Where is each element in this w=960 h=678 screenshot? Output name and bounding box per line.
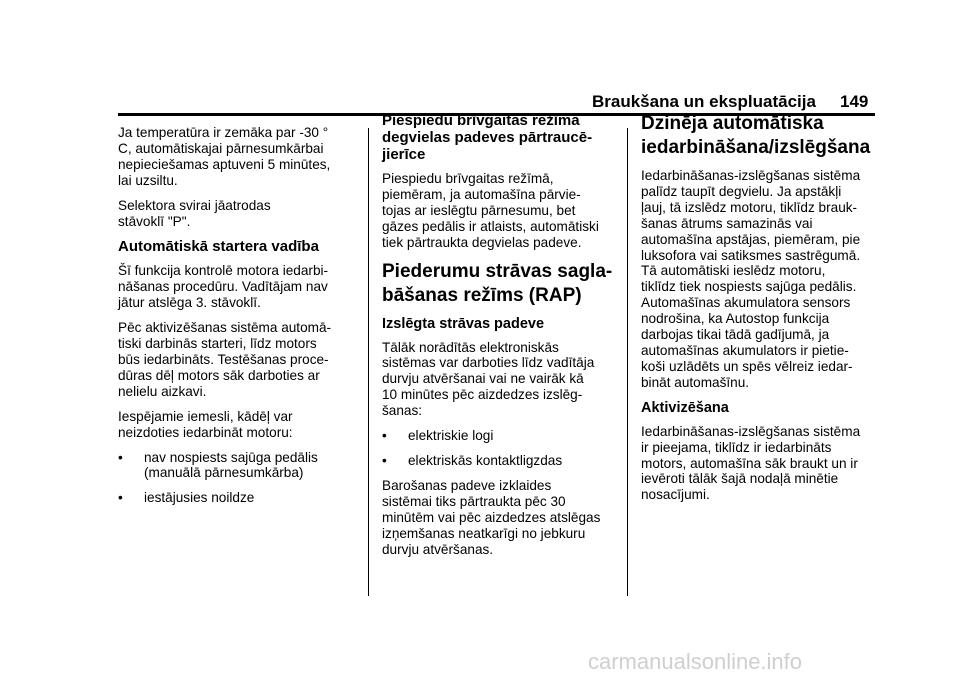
column-1 [118, 125, 362, 515]
chapter-heading: Piederumu strāvas sagla- bāšanas režīms (RAP) [382, 260, 613, 306]
paragraph: Barošanas padeve izklaides sistēmai tiks pārtraukta pēc 30 minūtēm vai pēc aizdedzes atslēgas izņemšanas neatkarīgi no jebkuru durvju atvēršanas. [382, 477, 601, 557]
chapter-heading: Dzinēja automātiska iedarbināšana/izslēgšana [641, 113, 871, 158]
subsection-heading: Izslēgta strāvas padeve [382, 315, 545, 332]
paragraph: Selektora svirai jāatrodas stāvoklī "P". [118, 197, 271, 229]
column-3 [641, 106, 881, 512]
list-item-text: elektriskās kontaktligzdas [408, 452, 563, 468]
paragraph: Iedarbināšanas-izslēgšanas sistēma ir pieejama, tiklīdz ir iedarbināts motors, automašīna sāk braukt un ir ievēroti tālāk šajā nodaļā minētie nosacījumi. [641, 423, 861, 503]
watermark: carmanualsonline.info [588, 649, 803, 674]
list-item-text: elektriskie logi [408, 428, 494, 444]
paragraph: Piespiedu brīvgaitas režīmā, piemēram, ja automašīna pārvie- tojas ar ieslēgtu pārnesumu, bet gāzes pedālis ir atlaists, automātiski tiek pārtraukta degvielas padeve. [382, 171, 599, 250]
subsection-heading: Aktivizēšana [641, 399, 729, 416]
paragraph: Pēc aktivizēšanas sistēma automā- tiski darbinās starteri, līdz motors būs iedarbināts. Testēšanas proce- dūras dēļ motors sāk darboties ar nelielu aizkavi. [118, 320, 332, 399]
section-heading: Piespiedu brīvgaitas režīma degvielas padeves pārtraucē- jierīce [382, 112, 593, 163]
column-divider-1 [368, 128, 369, 596]
bullet-icon: • [118, 449, 123, 465]
list-item-text: iestājusies noildze [144, 490, 255, 506]
paragraph: Šī funkcija kontrolē motora iedarbi- nāšanas procedūru. Vadītājam nav jātur atslēga 3. stāvoklī. [118, 263, 329, 311]
list-item [118, 450, 362, 482]
section-heading: Automātiskā startera vadība [118, 238, 319, 256]
column-2 [382, 108, 622, 566]
paragraph: Iedarbināšanas-izslēgšanas sistēma palīdz taupīt degvielu. Ja apstākļi ļauj, tā izslēdz motoru, tiklīdz brauk- šanas ātrums samazinās vai automašīna apstājas, piemēram, pie luksofora vai satiksmes sastrēgumā. Tā automātiski ieslēdz motoru, tiklīdz tiek nospiests sajūga pedālis. Automašīnas akumulatora sensors nodrošina, ka Autostop funkcija darbojas tikai tādā gadījumā, ja automašīnas akumulators ir pietie- koši uzlādēts un spēs vēlreiz iedar- bināt automašīnu. [641, 168, 861, 390]
section-title: Braukšana un ekspluatācija [592, 92, 816, 111]
bullet-icon: • [382, 428, 387, 444]
list-item [382, 453, 622, 469]
list-item [382, 428, 622, 444]
bullet-icon: • [118, 490, 123, 506]
paragraph: Iespējamie iemesli, kādēļ var neizdoties iedarbināt motoru: [118, 408, 293, 440]
paragraph: Ja temperatūra ir zemāka par -30 ° C, automātiskajai pārnesumkārbai nepieciešamas aptuveni 5 minūtes, lai uzsiltu. [118, 125, 331, 188]
list-item [118, 490, 362, 506]
column-divider-2 [627, 128, 628, 596]
page-number: 149 [840, 92, 869, 111]
paragraph: Tālāk norādītās elektroniskās sistēmas var darboties līdz vadītāja durvju atvēršanai vai ne vairāk kā 10 minūtes pēc aizdedzes izslēg- šanas: [382, 339, 595, 419]
list-item-text: nav nospiests sajūga pedālis (manuālā pārnesumkārba) [144, 449, 318, 481]
bullet-icon: • [382, 452, 387, 468]
